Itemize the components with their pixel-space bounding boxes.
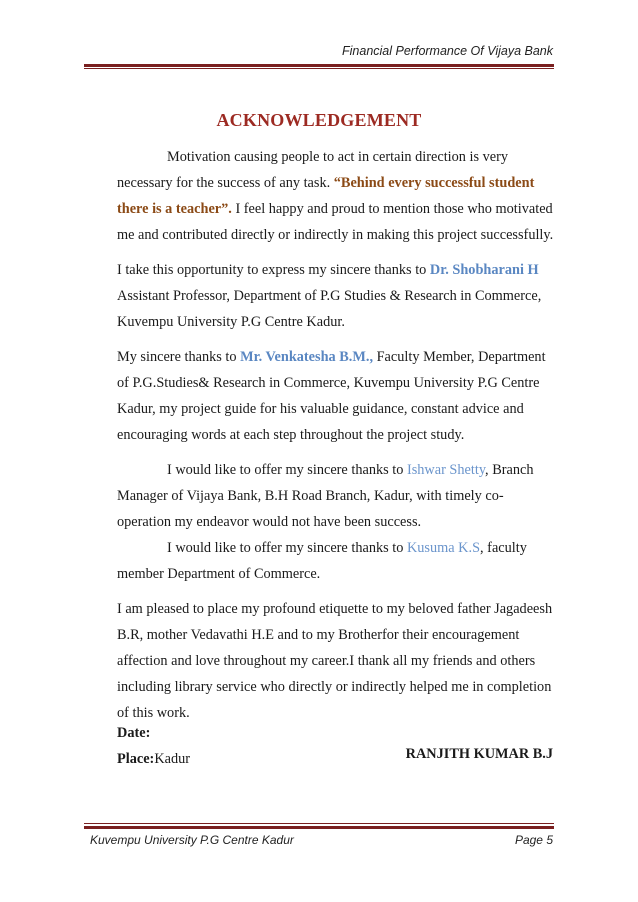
author-signature: RANJITH KUMAR B.J <box>405 746 553 762</box>
date-place-block <box>117 720 190 772</box>
header-rule-thin <box>84 68 554 69</box>
footer-university: Kuvempu University P.G Centre Kadur <box>90 833 294 847</box>
p1-text-b: I feel happy and proud to mention those who motivated me and contributed directly or indirectly in making this project successfully. <box>117 201 554 243</box>
faculty-name: Kusuma K.S <box>406 540 481 556</box>
footer-rule-thin <box>84 823 554 824</box>
p2-text-b: Assistant Professor, Department of P.G Studies & Research in Commerce, Kuvempu University P.G Centre Kadur. <box>117 288 542 330</box>
acknowledgement-body <box>117 144 557 735</box>
p5-text-a: I would like to offer my sincere thanks to <box>167 540 407 556</box>
paragraph-thanks-faculty <box>117 535 557 587</box>
p2-text-a: I take this opportunity to express my sincere thanks to <box>117 262 430 278</box>
paragraph-thanks-hod <box>117 257 557 335</box>
p5-text-b: , faculty member Department of Commerce. <box>117 540 527 582</box>
page-header-title: Financial Performance Of Vijaya Bank <box>342 44 553 58</box>
header-rule-thick <box>84 64 554 67</box>
acknowledgement-heading: ACKNOWLEDGEMENT <box>216 110 422 130</box>
place-label: Place: <box>117 751 155 767</box>
p4-text-b: , Branch Manager of Vijaya Bank, B.H Road Branch, Kadur, with timely co-operation my endeavor would not have been success. <box>117 462 534 530</box>
manager-name: Ishwar Shetty <box>406 462 486 478</box>
p1-text-a: Motivation causing people to act in certain direction is very necessary for the success of any task. <box>117 149 509 191</box>
paragraph-motivation <box>117 144 557 248</box>
paragraph-thanks-guide <box>117 344 557 448</box>
hod-name: Dr. Shobharani H <box>429 262 539 278</box>
paragraph-thanks-manager <box>117 457 557 535</box>
page-number: Page 5 <box>514 833 553 847</box>
guide-name: Mr. Venkatesha B.M., <box>240 349 374 365</box>
p3-text-a: My sincere thanks to <box>117 349 241 365</box>
paragraph-family-thanks: I am pleased to place my profound etiquette to my beloved father Jagadeesh B.R, mother Vedavathi H.E and to my Brotherfor their encouragement affection and love throughout my career.I thank all my friends and others including library service who directly or indirectly helped me in completion of this work. <box>117 601 553 721</box>
footer-rule-thick <box>84 826 554 829</box>
teacher-quote: “Behind every successful student there is a teacher”. <box>117 175 535 217</box>
date-label: Date: <box>117 725 151 741</box>
p4-text-a: I would like to offer my sincere thanks to <box>167 462 407 478</box>
place-value: Kadur <box>154 751 191 767</box>
place-line <box>117 746 190 772</box>
p3-text-b: Faculty Member, Department of P.G.Studies& Research in Commerce, Kuvempu University P.G Centre Kadur, my project guide for his valuable guidance, constant advice and encouraging words at each step throughout the project study. <box>117 349 546 443</box>
